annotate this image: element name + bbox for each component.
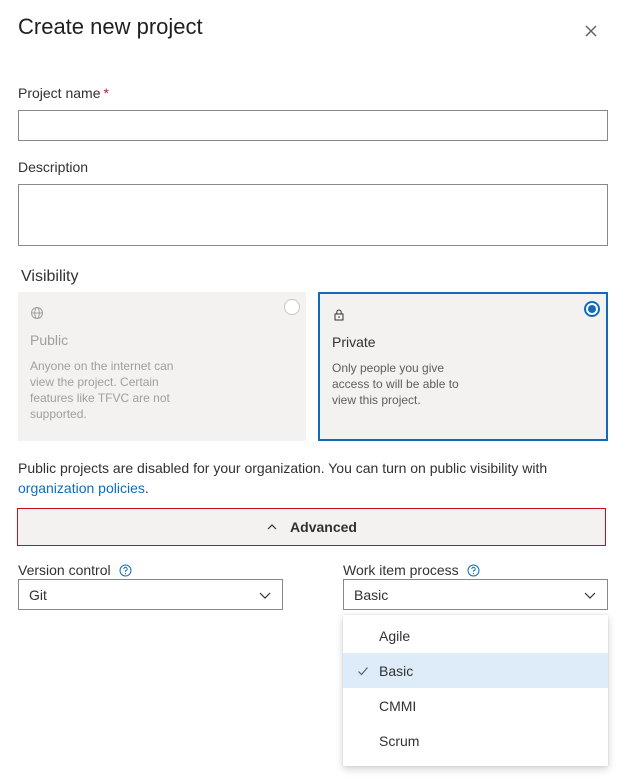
chevron-down-icon	[583, 588, 597, 602]
work-item-process-menu	[343, 615, 608, 766]
menu-option-scrum[interactable]	[343, 723, 608, 758]
private-radio[interactable]	[584, 301, 600, 317]
work-item-process-value: Basic	[354, 586, 389, 603]
help-icon[interactable]	[119, 564, 132, 577]
help-icon[interactable]	[467, 564, 480, 577]
note-suffix: .	[144, 480, 149, 496]
public-option-description: Anyone on the internet can view the project. Certain features like TFVC are not supported.	[30, 359, 174, 421]
menu-option-agile[interactable]	[343, 618, 608, 653]
version-control-dropdown[interactable]	[18, 579, 283, 610]
visibility-option-public[interactable]	[18, 292, 306, 441]
public-radio[interactable]	[284, 299, 300, 315]
work-item-process-label-text: Work item process	[343, 562, 459, 578]
project-name-label-text: Project name	[18, 85, 101, 101]
description-label: Description	[18, 159, 89, 175]
dialog-title: Create new project	[18, 14, 203, 39]
version-control-value: Git	[29, 586, 47, 603]
project-name-input[interactable]	[18, 110, 608, 141]
lock-icon	[332, 308, 346, 322]
advanced-label: Advanced	[290, 519, 357, 535]
chevron-up-icon	[266, 521, 278, 533]
menu-option-label: Agile	[379, 627, 411, 644]
organization-policies-link[interactable]: organization policies	[18, 480, 145, 496]
chevron-down-icon	[258, 588, 272, 602]
private-option-title: Private	[332, 334, 376, 350]
visibility-label: Visibility	[21, 268, 79, 285]
public-option-title: Public	[30, 332, 69, 348]
menu-option-label: Scrum	[379, 732, 420, 749]
menu-option-label: CMMI	[379, 697, 417, 714]
checkmark-icon	[357, 665, 369, 677]
version-control-label	[18, 562, 132, 578]
public-disabled-note	[18, 458, 608, 498]
close-icon[interactable]	[580, 20, 602, 42]
work-item-process-label	[343, 562, 480, 578]
advanced-toggle[interactable]	[17, 508, 606, 546]
menu-option-label: Basic	[379, 662, 414, 679]
visibility-option-private[interactable]	[318, 292, 608, 441]
required-asterisk: *	[103, 85, 109, 101]
work-item-process-dropdown[interactable]	[343, 579, 608, 610]
private-option-description: Only people you give access to will be able to view this project.	[332, 361, 459, 407]
public-disabled-note-text: Public projects are disabled for your organization. You can turn on public visibility with	[18, 460, 548, 476]
globe-icon	[30, 306, 44, 320]
project-name-label	[18, 85, 109, 101]
version-control-label-text: Version control	[18, 562, 111, 578]
description-textarea[interactable]	[18, 184, 608, 246]
menu-option-cmmi[interactable]	[343, 688, 608, 723]
menu-option-basic[interactable]	[343, 653, 608, 688]
